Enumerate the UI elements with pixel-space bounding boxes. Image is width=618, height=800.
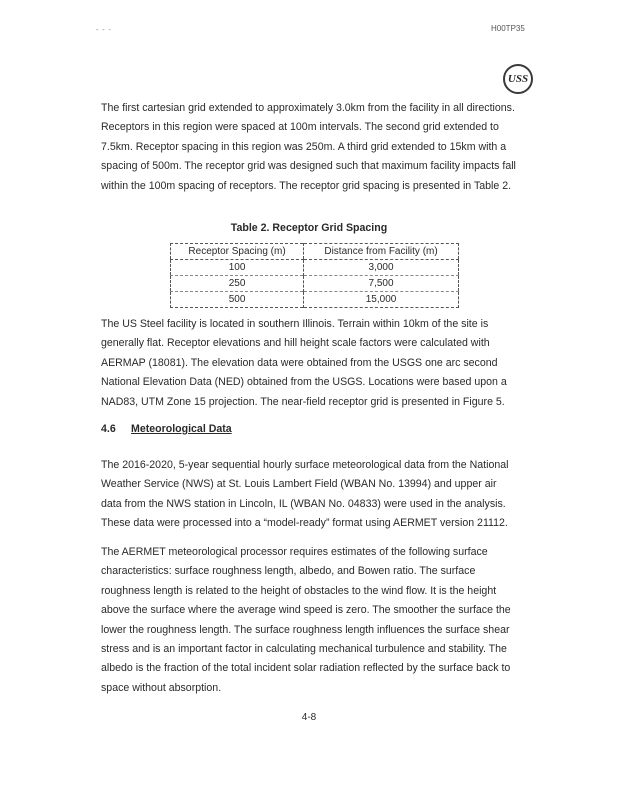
paragraph-met-data: The 2016-2020, 5-year sequential hourly surface meteorological data from the National Weather Service (NWS) at St. Louis Lambert Field (WBAN No. 13994) and upper air data from the NWS station in Lincoln, IL (WBAN No. 04833) were used in the analysis. These data were processed into a “model-ready” format using AERMET version 21112. (101, 459, 509, 530)
table-cell-spacing: 100 (228, 262, 246, 273)
table-title: Table 2. Receptor Grid Spacing (230, 222, 388, 234)
table-row (171, 276, 459, 292)
page-number: 4-8 (301, 712, 317, 723)
table-row (171, 260, 459, 276)
document-id: H00TP35 (491, 24, 525, 33)
paragraph-receptor-grid: The first cartesian grid extended to approximately 3.0km from the facility in all directions. Receptors in this region were spaced at 100m intervals. The second grid extended to 7.5km. Receptor spacing in this region was 250m. A third grid extended to 15km with a spacing of 500m. The receptor grid was designed such that maximum facility impacts fall within the 100m spacing of receptors. The receptor grid spacing is presented in Table 2. (101, 102, 516, 192)
table-header-distance: Distance from Facility (m) (304, 244, 459, 260)
table-header-row (171, 244, 459, 260)
table-cell-distance: 7,500 (304, 276, 459, 292)
header-mark: - - - (96, 27, 112, 34)
table-cell-spacing: 250 (171, 276, 304, 292)
receptor-grid-table (170, 243, 459, 308)
section-title: Meteorological Data (131, 423, 232, 435)
section-number: 4.6 (101, 423, 116, 435)
paragraph-terrain: The US Steel facility is located in southern Illinois. Terrain within 10km of the site is generally flat. Receptor elevations and hill height scale factors were calculated with AERMAP (18081). The elevation data were obtained from the USGS one arc second National Elevation Data (NED) obtained from the USGS. Locations were based upon a NAD83, UTM Zone 15 projection. The near-field receptor grid is presented in Figure 5. (101, 318, 507, 408)
paragraph-aermet: The AERMET meteorological processor requires estimates of the following surface characteristics: surface roughness length, albedo, and Bowen ratio. The surface roughness length is related to the height of obstacles to the wind flow. It is the height above the surface where the average wind speed is zero. The smoother the surface the lower the roughness length. The surface roughness length influences the surface shear stress and is an important factor in calculating mechanical turbulence and stability. The albedo is the fraction of the total incident solar radiation reflected by the surface back to space without absorption. (101, 546, 511, 694)
table-row (171, 292, 459, 308)
uss-logo: USS (503, 64, 533, 94)
table-cell-spacing: 500 (171, 292, 304, 308)
table-header-spacing: Receptor Spacing (m) (171, 244, 304, 260)
table-cell-distance: 15,000 (304, 292, 459, 308)
section-heading (101, 423, 232, 435)
table-cell-distance: 3,000 (304, 260, 459, 276)
